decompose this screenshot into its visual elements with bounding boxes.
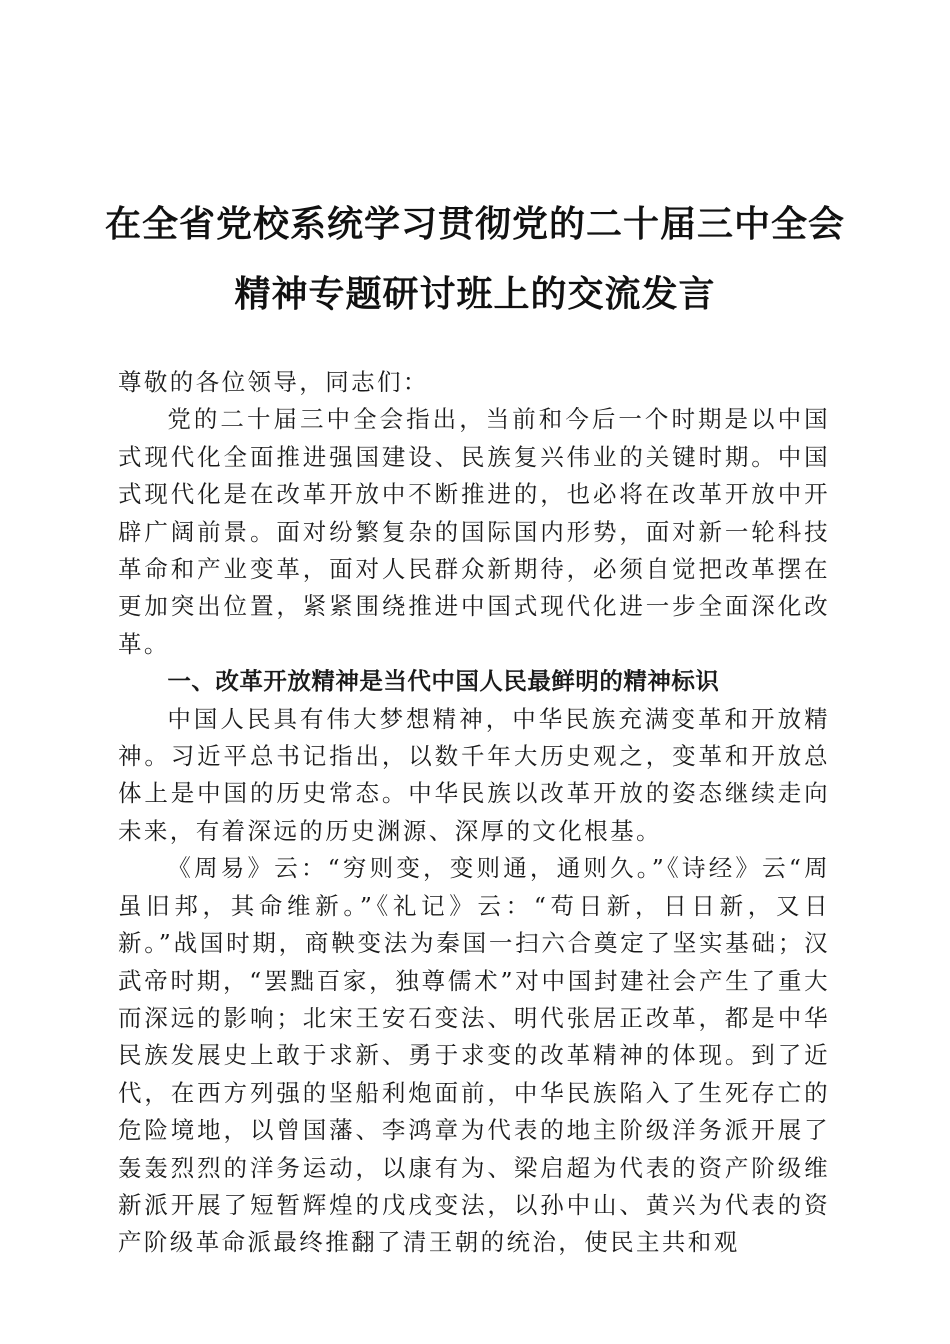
paragraph-intro: 党的二十届三中全会指出，当前和今后一个时期是以中国式现代化全面推进强国建设、民族复兴伟业的关键时期。中国式现代化是在改革开放中不断推进的，也必将在改革开放中开辟广阔前景。面对纷繁复杂的国际国内形势，面对新一轮科技革命和产业变革，面对人民群众新期待，必须自觉把改革摆在更加突出位置，紧紧围绕推进中国式现代化进一步全面深化改革。	[118, 405, 830, 658]
salutation: 尊敬的各位领导，同志们：	[118, 368, 429, 396]
document-body	[118, 364, 830, 1262]
section-heading-1: 一、改革开放精神是当代中国人民最鲜明的精神标识	[167, 667, 720, 696]
document-title-line-2: 精神专题研讨班上的交流发言	[234, 274, 716, 315]
paragraph-spirit: 中国人民具有伟大梦想精神，中华民族充满变革和开放精神。习近平总书记指出，以数千年大历史观之，变革和开放总体上是中国的历史常态。中华民族以改革开放的姿态继续走向未来，有着深远的历史渊源、深厚的文化根基。	[118, 704, 830, 845]
paragraph-history: 《周易》云：“穷则变，变则通，通则久。”《诗经》云“周虽旧邦，其命维新。”《礼记》云：“苟日新，日日新，又日新。”战国时期，商鞅变法为秦国一扫六合奠定了坚实基础；汉武帝时期，“罢黜百家，独尊儒术”对中国封建社会产生了重大而深远的影响；北宋王安石变法、明代张居正改革，都是中华民族发展史上敢于求新、勇于求变的改革精神的体现。到了近代，在西方列强的坚船利炮面前，中华民族陷入了生死存亡的危险境地，以曾国藩、李鸿章为代表的地主阶级洋务派开展了轰轰烈烈的洋务运动，以康有为、梁启超为代表的资产阶级维新派开展了短暂辉煌的戊戌变法，以孙中山、黄兴为代表的资产阶级革命派最终推翻了清王朝的统治，使民主共和观	[118, 854, 830, 1257]
document-title-line-1: 在全省党校系统学习贯彻党的二十届三中全会	[104, 204, 845, 245]
